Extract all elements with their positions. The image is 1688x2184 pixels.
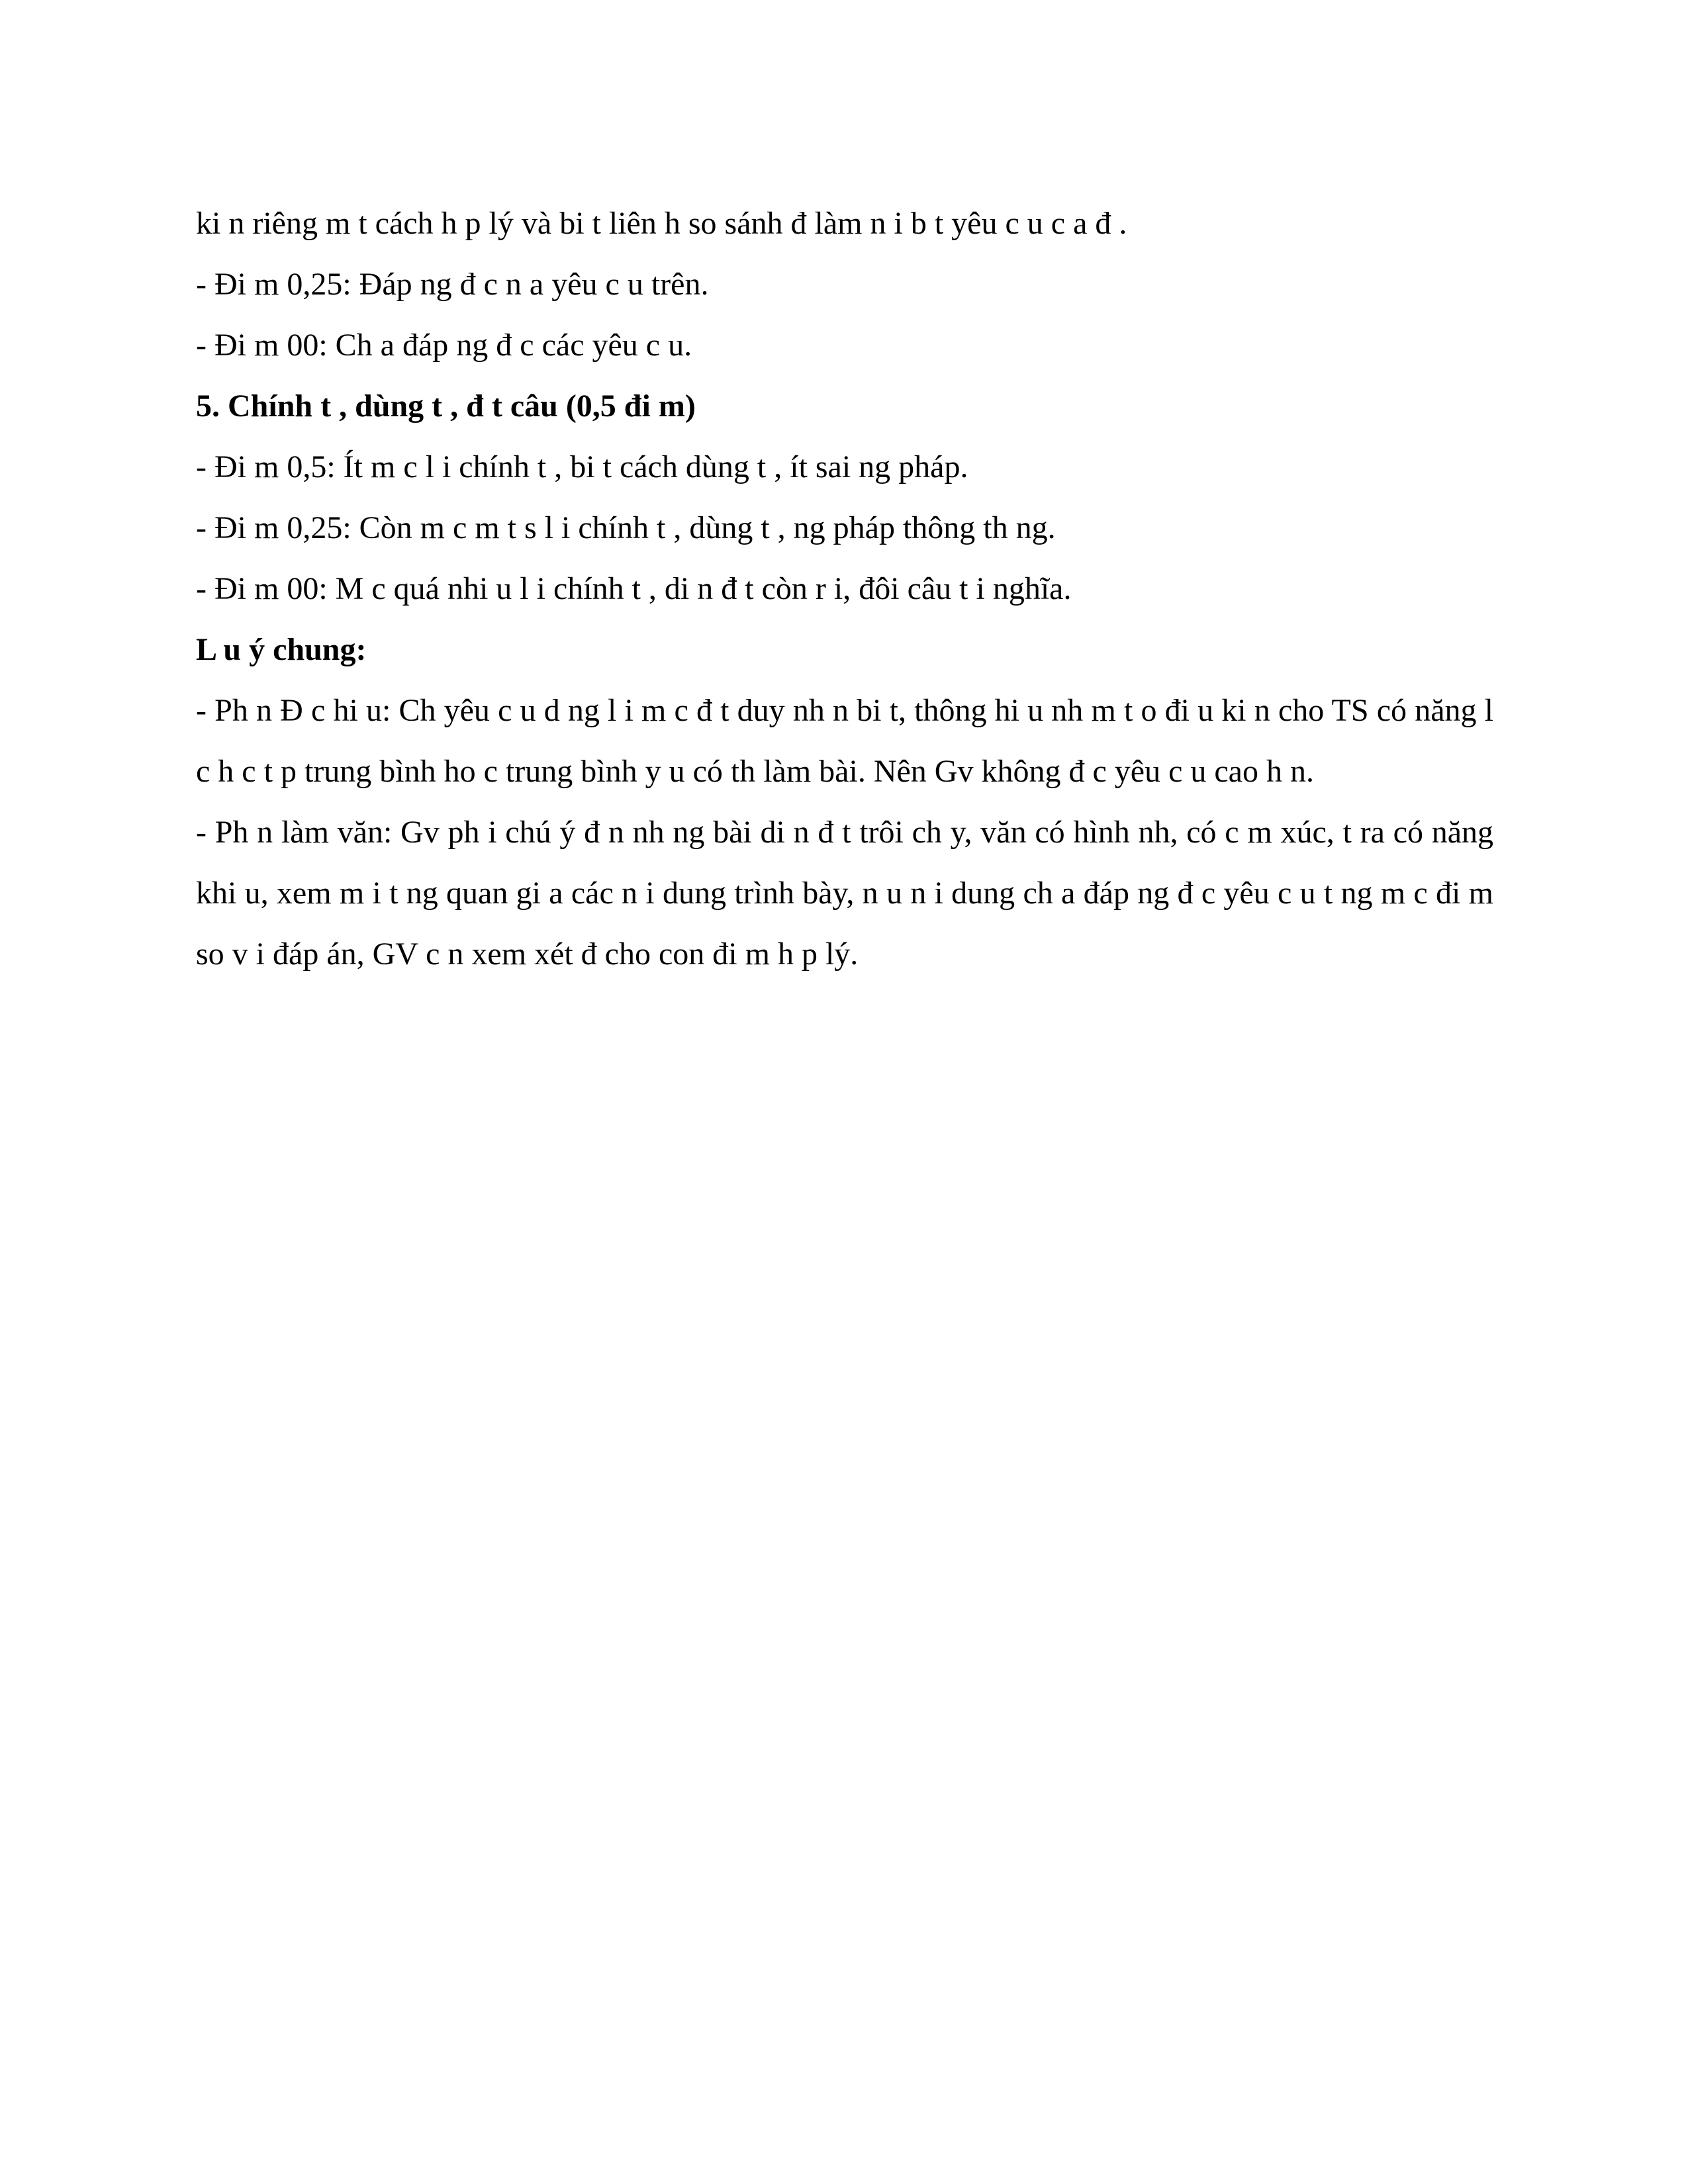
text-line: ki n riêng m t cách h p lý và bi t liên h so sánh đ làm n i b t yêu c u c a đ . (196, 206, 1127, 241)
notes-heading: L u ý chung: (196, 632, 367, 667)
note-paragraph: - Ph n làm văn: Gv ph i chú ý đ n nh ng bài di n đ t trôi ch y, văn có hình nh, có c m xúc, t ra có năng khi u, xem m i t ng quan gi a các n i dung trình bày, n u n i dung ch a đáp ng đ c yêu c u t ng m c đi m so v i đáp án, GV c n xem xét đ cho con đi m h p lý. (196, 815, 1493, 972)
document-body (196, 193, 1493, 985)
criteria-item: - Đi m 0,25: Còn m c m t s l i chính t , dùng t , ng pháp thông th ng. (196, 510, 1056, 545)
text-line: - Đi m 00: Ch a đáp ng đ c các yêu c u. (196, 328, 692, 363)
text-line: - Đi m 0,25: Đáp ng đ c n a yêu c u trên. (196, 267, 709, 302)
section-heading: 5. Chính t , dùng t , đ t câu (0,5 đi m) (196, 388, 696, 424)
note-paragraph: - Ph n Đ c hi u: Ch yêu c u d ng l i m c đ t duy nh n bi t, thông hi u nh m t o đi u ki n cho TS có năng l c h c t p trung bình ho c trung bình y u có th làm bài. Nên Gv không đ c yêu c u cao h n. (196, 693, 1493, 789)
criteria-item: - Đi m 0,5: Ít m c l i chính t , bi t cách dùng t , ít sai ng pháp. (196, 449, 968, 484)
criteria-item: - Đi m 00: M c quá nhi u l i chính t , di n đ t còn r i, đôi câu t i nghĩa. (196, 571, 1072, 606)
